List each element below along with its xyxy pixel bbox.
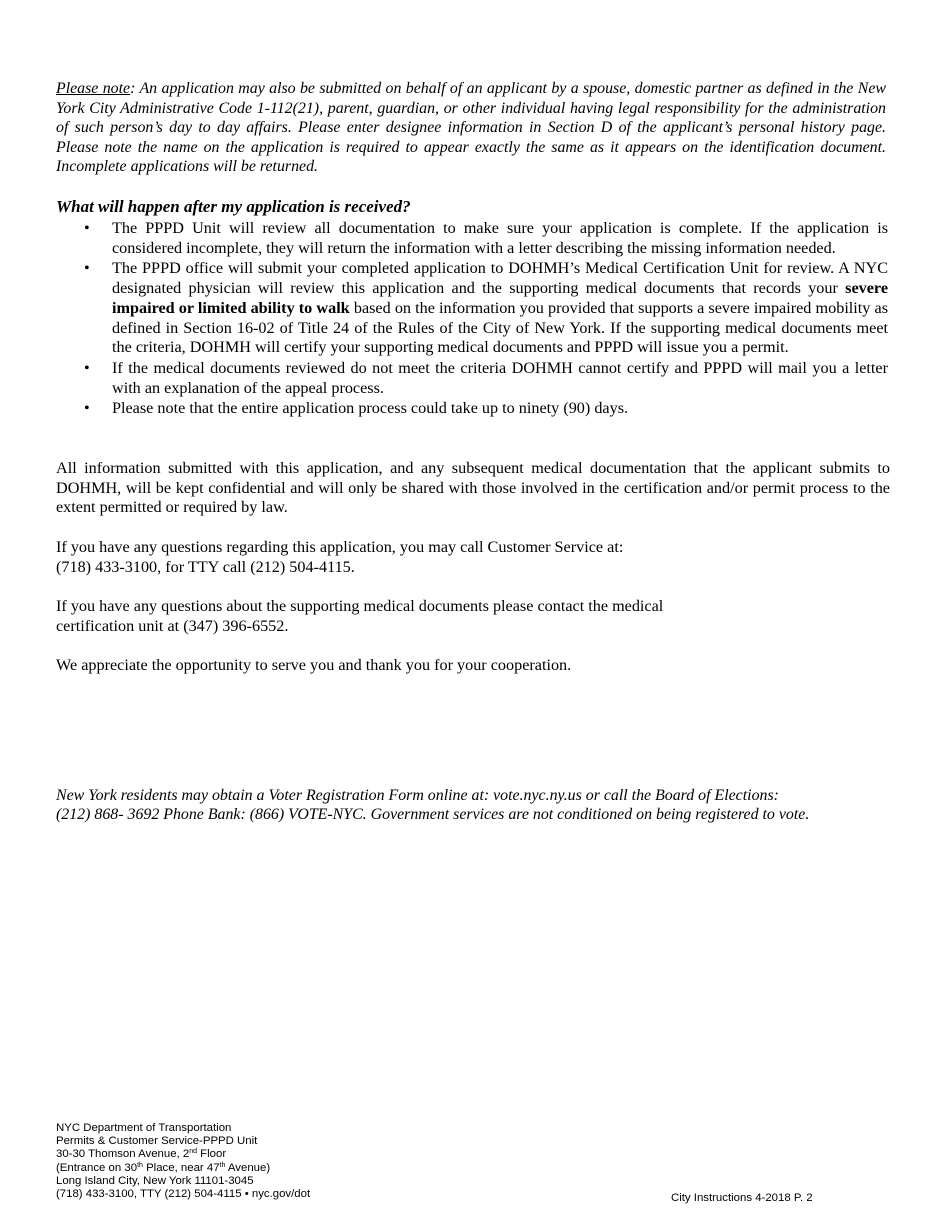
customer-service-paragraph: If you have any questions regarding this application, you may call Customer Service at: (718) 433-3100, for TTY call (212) 504-4115. <box>56 538 890 577</box>
footer-entrance: (Entrance on 30th Place, near 47th Avenue) <box>56 1161 271 1174</box>
medical-contact-paragraph: If you have any questions about the supporting medical documents please contact the medical certification unit at (347) 396-6552. <box>56 597 890 636</box>
bullet: • <box>84 219 90 237</box>
footer-dept: NYC Department of Transportation <box>56 1122 232 1134</box>
page-number: City Instructions 4-2018 P. 2 <box>671 1192 813 1204</box>
footer-phones: (718) 433-3100, TTY (212) 504-4115 • nyc.gov/dot <box>56 1188 311 1201</box>
footer-unit: Permits & Customer Service-PPPD Unit <box>56 1135 258 1148</box>
customer-service-phone: (718) 433-3100, for TTY call (212) 504-4115. <box>56 557 355 576</box>
bullet: • <box>84 259 90 278</box>
voter-registration-note: New York residents may obtain a Voter Registration Form online at: vote.nyc.ny.us or call the Board of Elections: (212) 868- 3692 Phone Bank: (866) VOTE-NYC. Government services are not conditioned on being registered to vote. <box>56 787 810 823</box>
list-item: • The PPPD office will submit your completed application to DOHMH’s Medical Certification Unit for review. A NYC designated physician will review this application and the supporting medical documents that records your severe impaired or limited ability to walk based on the information you provided that supports a severe impaired mobility as defined in Section 16-02 of Title 24 of the Rules of the City of New York. If the supporting medical documents meet the criteria, DOHMH will certify your supporting medical documents and PPPD will issue you a permit. <box>84 259 889 357</box>
bullet: • <box>84 358 90 377</box>
list-item: • If the medical documents reviewed do not meet the criteria DOHMH cannot certify and PPPD will mail you a letter with an explanation of the appeal process. <box>84 358 888 397</box>
footer-street: 30-30 Thomson Avenue, 2nd Floor <box>56 1148 227 1161</box>
medical-phone: certification unit at (347) 396-6552. <box>56 616 289 635</box>
section-heading: What will happen after my application is received? <box>56 197 411 216</box>
footer-city: Long Island City, New York 11101-3045 <box>56 1174 254 1187</box>
footer-address <box>56 1122 310 1201</box>
process-list <box>56 219 888 420</box>
bold-phrase: severe impaired or limited ability to walk <box>112 279 889 317</box>
confidentiality-paragraph: All information submitted with this application, and any subsequent medical documentation that the applicant submits to DOHMH, will be kept confidential and will only be shared with those involved in the certification and/or permit process to the extent permitted or required by law. <box>56 459 890 517</box>
list-item: • Please note that the entire application process could take up to ninety (90) days. <box>84 399 629 418</box>
designee-note <box>56 79 886 177</box>
list-item: • The PPPD Unit will review all documentation to make sure your application is complete. If the application is considered incomplete, they will return the information with a letter describing the missing information needed. <box>84 219 888 257</box>
bullet: • <box>84 399 90 418</box>
thanks-paragraph: We appreciate the opportunity to serve you and thank you for your cooperation. <box>56 656 572 674</box>
note-label: Please note <box>56 80 131 97</box>
note-text: : An application may also be submitted on behalf of an applicant by a spouse, domestic partner as defined in the New York City Administrative Code 1-112(21), parent, guardian, or other individual having legal responsibility for the administration of such person’s day to day affairs. Please enter designee information in Section D of the applicant’s personal history page. Please note the name on the application is required to appear exactly the same as it appears on the identification document. Incomplete applications will be returned. <box>56 80 886 176</box>
